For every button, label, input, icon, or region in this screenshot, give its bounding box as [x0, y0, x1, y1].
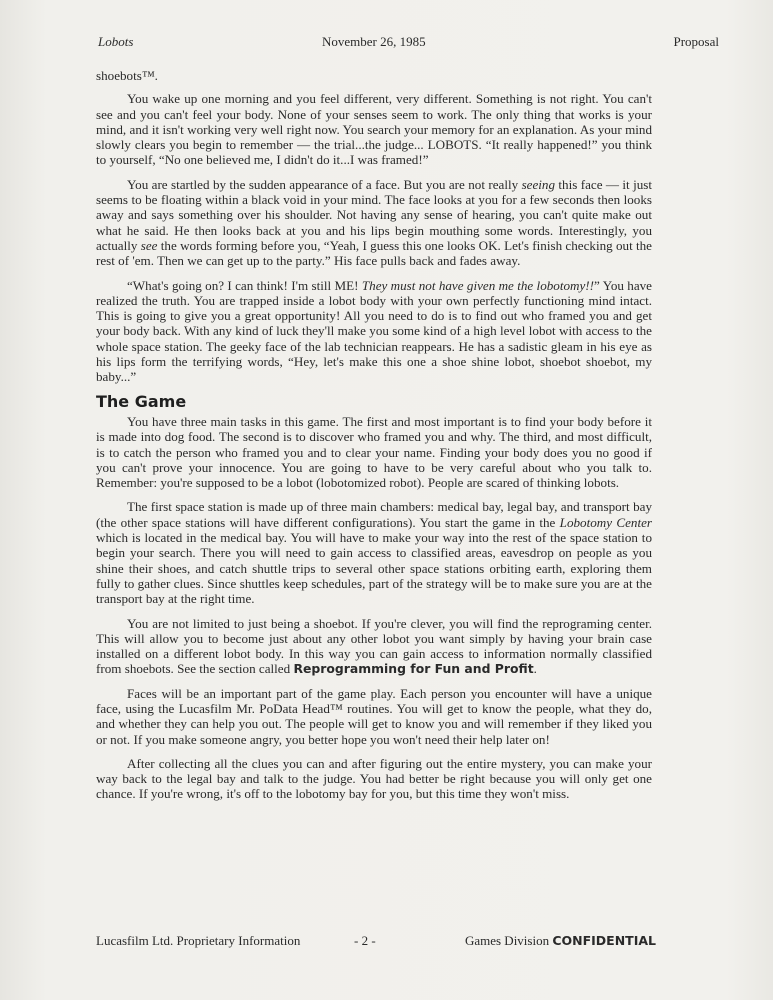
paragraph-reprogramming: You are not limited to just being a shoebot. If you're clever, you will find the reprograming center. This will allow you to become just about any other lobot you want simply by having your brain case installed on a different lobot body. In this way you can gain access to information normally classified from shoebots. See the section called Reprogramming for Fun and Profit.	[96, 615, 652, 677]
paragraph-tasks: You have three main tasks in this game. The first and most important is to find your body before it is made into dog food. The second is to discover who framed you and why. The third, and most difficult, is to catch the person who framed you and to clear your name. Finding your body does you no good if you can't prove your innocence. You are going to have to be very careful about who you talk to. Remember: you're supposed to be a lobot (lobotomized robot). People are scared of thinking lobots.	[96, 413, 652, 491]
footer-page-number: - 2 -	[354, 933, 376, 948]
header-doc-type: Proposal	[673, 34, 719, 49]
paragraph-faces: Faces will be an important part of the game play. Each person you encounter will have a unique face, using the Lucasfilm Mr. PoData Head™ routines. You will get to know the people, what they do, and whether they can help you out. The people will get to know you and will remember if they liked you or not. If you make someone angry, you better hope you won't need their help later on!	[96, 685, 652, 747]
section-heading-the-game: The Game	[96, 391, 187, 411]
page-footer	[96, 933, 656, 951]
paragraph-wake-up: You wake up one morning and you feel different, very different. Something is not right. You can't see and you can't feel your body. None of your senses seem to work. The only thing that works is your mind, and it isn't working very well right now. You search your memory for an explanation. As your mind slowly clears you begin to remember — the trial...the judge... LOBOTS. “It really happened!” you think to yourself, “No one believed me, I didn't do it...I was framed!”	[96, 91, 652, 168]
header-date: November 26, 1985	[322, 34, 426, 49]
page-header	[98, 34, 719, 52]
paragraph-space-station: The first space station is made up of three main chambers: medical bay, legal bay, and transport bay (the other space stations will have different configurations). You start the game in the Lobotomy Center which is located in the medical bay. You will have to make your way into the rest of the space station to begin your search. There you will need to gain access to classified areas, eavesdrop on people as you shine their shoes, and catch shuttle trips to several other space stations orbiting earth, exploring them fully to gather clues. Since shuttles keep schedules, part of the strategy will be to make sure you are at the transport bay at the right time.	[96, 499, 652, 607]
paragraph-realization: “What's going on? I can think! I'm still ME! They must not have given me the lobotomy!!” You have realized the truth. You are trapped inside a lobot body with your own perfectly functioning mind intact. This is going to give you a great opportunity! All you need to do is to find out who framed you and get your body back. With any kind of luck they'll make you some kind of a high level lobot with access to the whole space station. The geeky face of the lab technician reappears. He has a sadistic gleam in his eye as his lips form the terrifying words, “Hey, let's make this one a shoe shine lobot, shoebot shoebot, my baby...”	[96, 277, 652, 385]
paragraph-face: You are startled by the sudden appearance of a face. But you are not really seeing this face — it just seems to be floating within a black void in your mind. The face looks at you for a few seconds then looks away and says something over his shoulder. Not having any sense of hearing, you can't quite make out what he said. He then looks back at you and his lips begin mouthing some words. Interestingly, you actually see the words forming before you, “Yeah, I guess this one looks OK. Let's finish checking out the rest of 'em. Then we can get up to the party.” His face pulls back and fades away.	[96, 176, 652, 269]
paragraph-judge: After collecting all the clues you can and after figuring out the entire mystery, you can make your way back to the legal bay and talk to the judge. You had better be right because you will only get one chance. If you're wrong, it's off to the lobotomy bay for you, but this time they won't miss.	[96, 755, 652, 802]
section-reference: Reprogramming for Fun and Profit	[293, 661, 534, 677]
footer-confidential: Games Division CONFIDENTIAL	[464, 933, 656, 948]
header-project: Lobots	[98, 34, 134, 49]
paragraph-continuation: shoebots™.	[96, 68, 158, 83]
document-body	[96, 68, 652, 811]
footer-proprietary: Lucasfilm Ltd. Proprietary Information	[96, 933, 301, 948]
